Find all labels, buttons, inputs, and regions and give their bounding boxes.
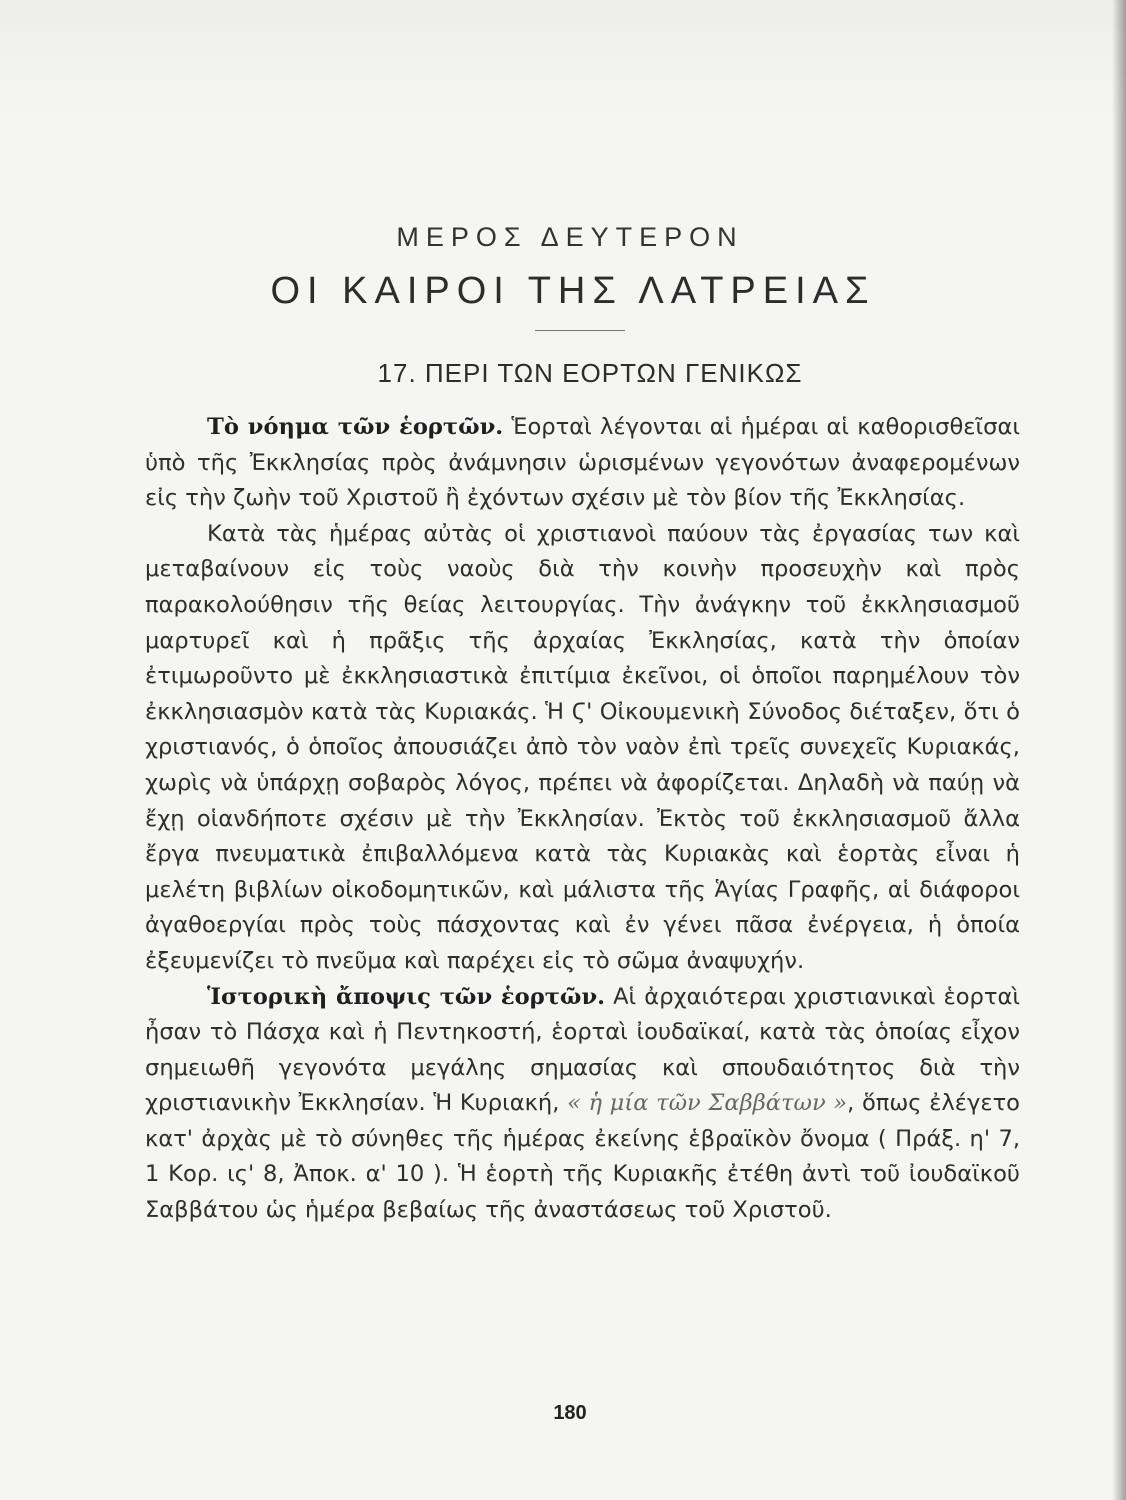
paragraph-1-lead: Τὸ νόημα τῶν ἑορτῶν.	[207, 414, 504, 440]
body-text	[145, 410, 1020, 1229]
page-shade	[0, 0, 1126, 120]
paragraph-1	[145, 410, 1020, 517]
paragraph-3	[145, 980, 1020, 1229]
paragraph-2	[145, 517, 1020, 980]
paragraph-3-text-b: , ὅπως ἐλέγετο κατ' ἀρχὰς μὲ τὸ σύνηθες τῆς ἡμέρας ἐκείνης ἑβραϊκὸν ὄνομα ( Πράξ. η' 7, 1 Κορ. ις' 8, Ἀποκ. α' 10 ). Ἡ ἑορτὴ τῆς Κυριακῆς ἐτέθη ἀντὶ τοῦ ἰουδαϊκοῦ Σαββάτου ὡς ἡμέρα βεβαίως τῆς ἀναστάσεως τοῦ Χριστοῦ.	[145, 1090, 1020, 1224]
paragraph-3-italic: « ἡ μία τῶν Σαββάτων »	[567, 1090, 848, 1117]
paragraph-1-text: Ἑορταὶ λέγονται αἱ ἡμέραι αἱ καθορισθεῖσαι ὑπὸ τῆς Ἐκκλησίας πρὸς ἀνάμνησιν ὡρισμένων γεγονότων ἀναφερομένων εἰς τὴν ζωὴν τοῦ Χριστοῦ ἢ ἐχόντων σχέσιν μὲ τὸν βίον τῆς Ἐκκλησίας.	[145, 414, 1020, 512]
section-title: 17. ΠΕΡΙ ΤΩΝ ΕΟΡΤΩΝ ΓΕΝΙΚΩΣ	[377, 358, 803, 388]
paragraph-3-lead: Ἱστορικὴ ἄποψις τῶν ἑορτῶν.	[207, 983, 605, 1010]
part-title: ΟΙ ΚΑΙΡΟΙ ΤΗΣ ΛΑΤΡΕΙΑΣ	[270, 270, 876, 312]
paragraph-3-text-a: Αἱ ἀρχαιότεραι χριστιανικαὶ ἑορταὶ ἦσαν τὸ Πάσχα καὶ ἡ Πεντηκοστή, ἑορταὶ ἰουδαϊκαί, κατὰ τὰς ὁποίας εἶχον σημειωθῆ γεγονότα μεγάλης σημασίας καὶ σπουδαιότητος διὰ τὴν χριστιανικὴν Ἐκκλησίαν. Ἡ Κυριακή,	[145, 983, 1020, 1117]
paragraph-2-text: Κατὰ τὰς ἡμέρας αὐτὰς οἱ χριστιανοὶ παύουν τὰς ἐργασίας των καὶ μεταβαίνουν εἰς τοὺς ναοὺς διὰ τὴν κοινὴν προσευχὴν καὶ πρὸς παρακολούθησιν τῆς θείας λειτουργίας. Τὴν ἀνάγκην τοῦ ἐκκλησιασμοῦ μαρτυρεῖ καὶ ἡ πρᾶξις τῆς ἀρχαίας Ἐκκλησίας, κατὰ τὴν ὁποίαν ἐτιμωροῦντο μὲ ἐκκλησιαστικὰ ἐπιτίμια ἐκεῖνοι, οἱ ὁποῖοι παρημέλουν τὸν ἐκκλησιασμὸν κατὰ τὰς Κυριακάς. Ἡ Ϛ' Οἰκουμενικὴ Σύνοδος διέταξεν, ὅτι ὁ χριστιανός, ὁ ὁποῖος ἀπουσιάζει ἀπὸ τὸν ναὸν ἐπὶ τρεῖς συνεχεῖς Κυριακάς, χωρὶς νὰ ὑπάρχῃ σοβαρὸς λόγος, πρέπει νὰ ἀφορίζεται. Δηλαδὴ νὰ παύῃ νὰ ἔχῃ οἱανδήποτε σχέσιν μὲ τὴν Ἐκκλησίαν. Ἐκτὸς τοῦ ἐκκλησιασμοῦ ἄλλα ἔργα πνευματικὰ ἐπιβαλλόμενα κατὰ τὰς Κυριακὰς καὶ ἑορτὰς εἶναι ἡ μελέτη βιβλίων οἰκοδομητικῶν, καὶ μάλιστα τῆς Ἁγίας Γραφῆς, αἱ διάφοροι ἀγαθοεργίαι πρὸς τοὺς πάσχοντας καὶ ἐν γένει πᾶσα ἐνέργεια, ἡ ὁποία ἐξευμενίζει τὸ πνεῦμα καὶ παρέχει εἰς τὸ σῶμα ἀναψυχήν.	[145, 520, 1020, 974]
page-number: 180	[553, 1402, 587, 1424]
title-divider	[535, 330, 625, 331]
part-label: ΜΕΡΟΣ ΔΕΥΤΕΡΟΝ	[396, 222, 744, 252]
